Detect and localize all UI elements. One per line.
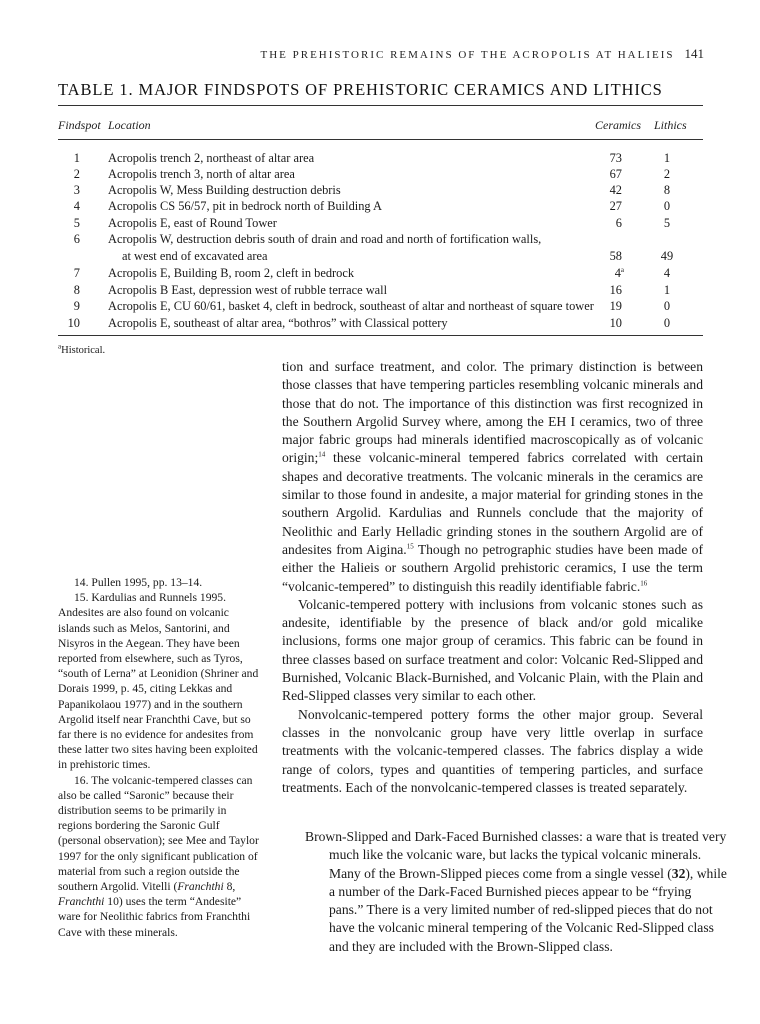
page-number: 141 <box>684 46 704 61</box>
col-header-lithics: Lithics <box>654 118 687 132</box>
table-row <box>58 182 703 198</box>
lithics-cell: 0 <box>663 199 671 213</box>
paragraph-text: Though no petrographic studies have been made of either the Halieis or southern Argolid prehistoric ceramics, I use the term “volcanic-tempered” to distinguish this readily identifiable fabric. <box>282 541 703 594</box>
catalog-number: 32 <box>671 865 686 881</box>
findspot-number: 8 <box>73 283 80 297</box>
location-cell: Acropolis CS 56/57, pit in bedrock north of Building A <box>108 199 382 213</box>
findspot-number: 6 <box>73 232 80 246</box>
table-row <box>58 150 703 166</box>
location-cell: Acropolis E, east of Round Tower <box>108 216 277 230</box>
ceramics-cell: 58 <box>609 249 622 263</box>
table-row <box>58 166 703 182</box>
findspot-number: 3 <box>73 183 80 197</box>
body-text <box>282 358 703 797</box>
col-header-location: Location <box>108 118 151 132</box>
table-note <box>58 342 106 356</box>
table-row-continuation <box>58 248 703 264</box>
location-cell: Acropolis trench 3, north of altar area <box>108 167 295 181</box>
table-note-mark: a <box>620 265 624 274</box>
lithics-cell: 0 <box>663 316 671 330</box>
location-cell: Acropolis E, southeast of altar area, “bothros” with Classical pottery <box>108 316 448 330</box>
findspot-number: 1 <box>73 151 80 165</box>
footnote-italic: Franchthi <box>58 895 105 909</box>
table-note-text: Historical. <box>61 345 106 356</box>
lithics-cell: 49 <box>660 249 674 263</box>
footnote-italic: Franchthi <box>177 880 224 894</box>
lithics-cell: 5 <box>663 216 671 230</box>
location-cell: Acropolis E, CU 60/61, basket 4, cleft in bedrock, southeast of altar and northeast of square tower <box>108 299 594 313</box>
ceramics-cell: 10 <box>609 316 622 330</box>
findspot-number: 10 <box>67 316 80 330</box>
class-description-text: ), while a number of the Dark-Faced Burnished pieces appear to be “frying pans.” There is a very limited number of red-slipped pieces that do not have the volcanic mineral tempering of the Volcanic Red-Slipped class and they are included with the Brown-Slipped class. <box>329 865 727 954</box>
footnote-text: 10) uses the term “Andesite” ware for Neolithic fabrics from Franchthi Cave with these minerals. <box>58 895 251 939</box>
table-row <box>58 282 703 298</box>
lithics-cell: 1 <box>663 283 671 297</box>
body-paragraph: Nonvolcanic-tempered pottery forms the other major group. Several classes in the nonvolcanic group have very little overlap in surface treatments with the volcanic-tempered classes. The fabrics display a wide range of colors, types and quantities of tempering particles, and surface treatments. Each of the nonvolcanic-tempered classes is treated separately. <box>282 706 703 795</box>
location-cell: Acropolis W, destruction debris south of drain and road and north of fortification walls, <box>108 232 542 246</box>
findspot-number: 2 <box>73 167 80 181</box>
ceramics-cell: 6 <box>615 216 622 230</box>
table-header-rule <box>58 139 703 140</box>
ceramics-cell: 67 <box>609 167 622 181</box>
footnote-ref[interactable]: 15 <box>406 542 414 551</box>
footnotes <box>58 575 263 940</box>
ceramics-cell: 42 <box>609 183 622 197</box>
col-header-findspot: Findspot <box>58 118 101 132</box>
ceramics-value: 4 <box>614 266 621 280</box>
findspot-number: 7 <box>73 266 80 280</box>
ceramics-cell: 19 <box>609 299 622 313</box>
findspot-number: 4 <box>73 199 80 213</box>
ceramics-cell: 73 <box>609 151 622 165</box>
paragraph-text: these volcanic-mineral tempered fabrics correlated with certain shapes and decorative treatments. The volcanic minerals in the ceramics are similar to those found in andesite, a major material for grinding stones in the southern Argolid. Kardulias and Runnels conclude that the majority of Neolithic and Early Helladic grinding stones in the southern Argolid are of andesites from Aigina. <box>282 450 703 557</box>
findspot-number: 9 <box>73 299 80 313</box>
running-title: THE PREHISTORIC REMAINS OF THE ACROPOLIS AT HALIEIS <box>260 49 675 61</box>
lithics-cell: 2 <box>663 167 671 181</box>
footnote-text: 8, <box>223 880 236 894</box>
lithics-cell: 1 <box>663 151 671 165</box>
location-cell: Acropolis B East, depression west of rubble terrace wall <box>108 283 388 297</box>
table-note-mark: a <box>58 342 62 351</box>
body-paragraph <box>282 358 703 596</box>
footnote-ref[interactable]: 14 <box>318 450 326 459</box>
table-row <box>58 265 703 281</box>
findspot-number: 5 <box>73 216 80 230</box>
running-head <box>260 46 704 62</box>
class-description-text: Brown-Slipped and Dark-Faced Burnished classes: a ware that is treated very much like the volcanic ware, but lacks the typical volcanic minerals. Many of the Brown-Slipped pieces come from a single vessel ( <box>305 829 727 881</box>
table-row <box>58 198 703 214</box>
lithics-cell: 8 <box>663 183 671 197</box>
table-row <box>58 315 703 331</box>
table-row <box>58 231 703 247</box>
ceramics-cell: 27 <box>609 199 622 213</box>
ceramics-cell <box>586 265 624 281</box>
footnote-16 <box>58 773 263 940</box>
ceramics-cell: 16 <box>609 283 622 297</box>
table-row <box>58 215 703 231</box>
body-paragraph: Volcanic-tempered pottery with inclusions from volcanic stones such as andesite, identifiable by the presence of black and/or gold micalike inclusions, forms one major group of ceramics. This fabric can be found in three classes based on surface treatment and color: Volcanic Red-Slipped and Burnished, Volcanic Black-Burnished, and Volcanic Plain, with the Plain and Red-Slipped classes very similar to each other. <box>282 596 703 704</box>
col-header-ceramics: Ceramics <box>595 118 641 132</box>
location-cell-continuation: at west end of excavated area <box>122 249 268 263</box>
lithics-cell: 0 <box>663 299 671 313</box>
table-bottom-rule <box>58 335 703 336</box>
table-top-rule <box>58 105 703 106</box>
location-cell: Acropolis W, Mess Building destruction debris <box>108 183 341 197</box>
location-cell: Acropolis trench 2, northeast of altar area <box>108 151 315 165</box>
paragraph-text: tion and surface treatment, and color. The primary distinction is between those classes that have tempering particles resembling volcanic minerals and those that do not. The importance of this distinction was first recognized in the Southern Argolid Survey where, among the EH I ceramics, two of three major fabric groups had minerals identified macroscopically as of volcanic origin; <box>282 359 703 466</box>
footnote-ref[interactable]: 16 <box>640 579 648 588</box>
table-row <box>58 298 703 314</box>
class-description <box>305 828 727 956</box>
footnote-15: 15. Kardulias and Runnels 1995. Andesites are also found on volcanic islands such as Melos, Santorini, and Nisyros in the Aegean. They have been reported from elsewhere, such as Tyros, “south of Lerna” at Leonidion (Shriner and Dorais 1999, p. 45, citing Lekkas and Papanikolaou 1977) and in the southern Argolid itself near Franchthi Cave, but so far there is no evidence for andesites from these latter two sites having been exploited in prehistoric times. <box>58 591 259 772</box>
footnote-14: 14. Pullen 1995, pp. 13–14. <box>74 576 203 589</box>
location-cell: Acropolis E, Building B, room 2, cleft in bedrock <box>108 266 355 280</box>
footnote-text: 16. The volcanic-tempered classes can also be called “Saronic” because their distribution seems to be primarily in regions bordering the Saronic Gulf (personal observation); see Mee and Taylor 1997 for the only significant publication of material from such a region outside the southern Argolid. Vitelli ( <box>58 773 259 894</box>
table-title: TABLE 1. MAJOR FINDSPOTS OF PREHISTORIC CERAMICS AND LITHICS <box>58 80 663 99</box>
lithics-cell: 4 <box>663 266 671 280</box>
